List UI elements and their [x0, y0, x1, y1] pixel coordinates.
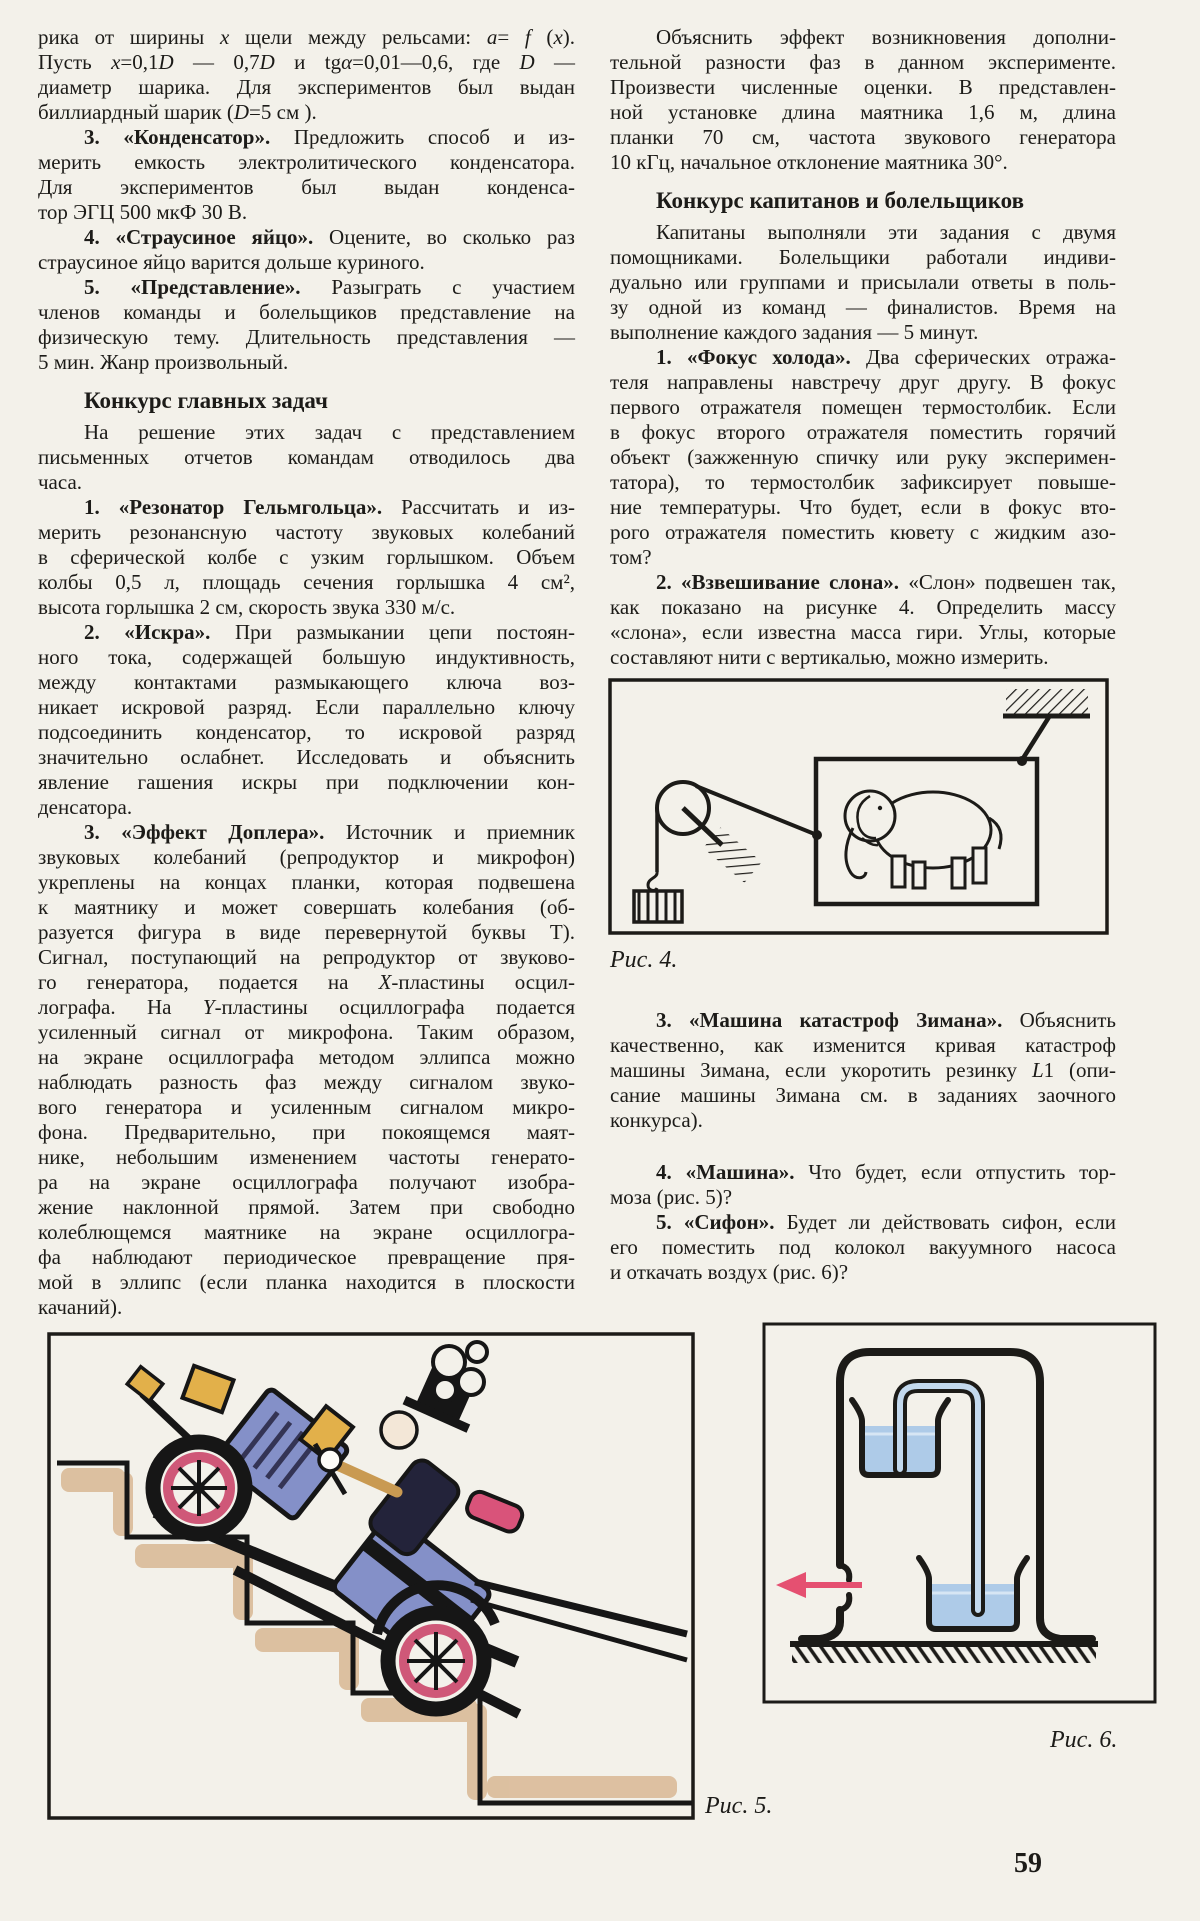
- text-line: помощниками. Болельщики работали индиви-: [610, 245, 1116, 269]
- text-line: 4. «Машина». Что будет, если отпустить тор-: [656, 1160, 1116, 1184]
- smoke-puff: [433, 1342, 487, 1401]
- driver-arm: [335, 1464, 397, 1492]
- text-line: ние температуры. Что будет, если в фокус вто-: [610, 495, 1116, 519]
- section-heading: Конкурс капитанов и болельщиков: [656, 188, 1025, 213]
- text-line: подсоединить конденсатор, то искровой разряд: [38, 720, 575, 744]
- text-line: колеблющемся маятнике на экране осциллогра-: [38, 1220, 575, 1244]
- text-line: на экране осциллографа методом эллипса можно: [38, 1045, 575, 1069]
- figure-5: [47, 1332, 695, 1821]
- text-line: мой в эллипс (если планка находится в плоскости: [38, 1270, 575, 1294]
- opening-curl-top: [840, 1565, 849, 1580]
- text-line: явление гашения искры при подключении кон-: [38, 770, 575, 794]
- text-line: Пусть x=0,1D — 0,7D и tgα=0,01—0,6, где D —: [38, 50, 576, 74]
- text-line: рого отражателя поместить кювету с жидким азо-: [610, 520, 1116, 544]
- text-line: физическую тему. Длительность представления —: [38, 325, 575, 349]
- paragraph: [610, 1210, 1116, 1285]
- text-line: сание машины Зимана см. в заданиях заочного: [610, 1083, 1116, 1107]
- text-line: 10 кГц, начальное отклонение маятника 30°.: [610, 150, 1008, 174]
- rear-wheel: [388, 1613, 484, 1709]
- text-line: 1. «Резонатор Гельмгольца». Рассчитать и из-: [84, 495, 575, 519]
- right-column-upper: [610, 25, 1116, 670]
- paragraph: [610, 25, 1116, 175]
- text-line: качественно, как изменится кривая катастроф: [610, 1033, 1116, 1057]
- paragraph: [38, 225, 575, 275]
- elephant-drawing: [845, 791, 1001, 888]
- paragraph: [38, 620, 575, 820]
- text-line: 5 мин. Жанр произвольный.: [38, 350, 289, 374]
- text-line: разуется фигура в виде перевернутой буквы Т).: [38, 920, 575, 944]
- text-line: 1. «Фокус холода». Два сферических отража-: [656, 345, 1116, 369]
- text-line: как показано на рисунке 4. Определить массу: [610, 595, 1116, 619]
- text-line: фона. Предварительно, при покоящемся маят-: [38, 1120, 575, 1144]
- text-line: конкурса).: [610, 1108, 703, 1132]
- figure6-diagram: [762, 1322, 1157, 1704]
- text-line: зу одной из команд — финалистов. Время на: [610, 295, 1116, 319]
- text-line: На решение этих задач с представлением: [84, 420, 575, 444]
- text-line: дуально или группами и присылали ответы в поль-: [610, 270, 1116, 294]
- text-line: Капитаны выполняли эти задания с двумя: [656, 220, 1116, 244]
- left-column: [38, 25, 575, 1320]
- figure5-cartoon: [47, 1332, 695, 1821]
- text-line: нике, небольшим изменением частоты генерато-: [38, 1145, 575, 1169]
- paragraph: [38, 125, 575, 225]
- text-line: фа наблюдают периодическое превращение пря-: [38, 1245, 575, 1269]
- section-heading: Конкурс главных задач: [84, 388, 328, 413]
- rope-joint: [812, 830, 822, 840]
- text-line: наблюдать разность фаз между сигналом звуко-: [38, 1070, 575, 1094]
- text-line: ра на экране осциллографа получают изобра-: [38, 1170, 575, 1194]
- text-line: рика от ширины x щели между рельсами: a= f (x).: [38, 25, 576, 49]
- paragraph: [38, 495, 575, 620]
- text-line: Сигнал, поступающий на репродуктор от звуково-: [38, 945, 575, 969]
- hook-icon: [648, 872, 657, 890]
- ceiling-mount: [1003, 689, 1090, 716]
- driver-head: [381, 1412, 417, 1448]
- text-line: «слона», если известна масса гири. Углы, которые: [610, 620, 1116, 644]
- text-line: выполнение каждого задания — 5 минут.: [610, 320, 979, 344]
- paragraph: [38, 25, 575, 125]
- crank-handle: [127, 1367, 163, 1402]
- text-line: членов команды и болельщиков представление на: [38, 300, 575, 324]
- text-line: биллиардный шарик (D=5 см ).: [38, 100, 317, 124]
- text-line: татора), то термостолбик зафиксирует повыше-: [610, 470, 1116, 494]
- text-line: письменных отчетов командам отводилось два: [38, 445, 575, 469]
- paragraph: [610, 570, 1116, 670]
- text-line: машины Зимана, если укоротить резинку L1 (опи-: [610, 1058, 1116, 1082]
- text-line: укреплены на концах планки, которая подвешена: [38, 870, 575, 894]
- front-wheel: [153, 1442, 245, 1534]
- text-line: денсатора.: [38, 795, 133, 819]
- text-line: между контактами размыкающего ключа воз-: [38, 670, 575, 694]
- rope-diagonal: [696, 786, 817, 835]
- text-line: в сферической колбе с узким горлышком. Объем: [38, 545, 575, 569]
- text-line: ного тока, содержащей большую индуктивность,: [38, 645, 575, 669]
- text-line: никает искровой разряд. Если параллельно ключу: [38, 695, 575, 719]
- right-column-lower: [610, 1008, 1116, 1285]
- weight: [634, 808, 682, 922]
- paragraph: [38, 820, 575, 1320]
- text-line: страусиное яйцо варится дольше куриного.: [38, 250, 425, 274]
- paragraph: [38, 275, 575, 375]
- paragraph: [38, 420, 575, 495]
- text-line: 3. «Машина катастроф Зимана». Объяснить: [656, 1008, 1116, 1032]
- text-line: высота горлышка 2 см, скорость звука 330 м/с.: [38, 595, 456, 619]
- figure4-caption: Рис. 4.: [610, 947, 678, 973]
- figure-4: [608, 678, 1110, 936]
- ground-hatching: [790, 1644, 1098, 1663]
- text-line: 5. «Сифон». Будет ли действовать сифон, если: [656, 1210, 1116, 1234]
- text-line: лографа. На Y-пластины осциллографа подается: [38, 995, 575, 1019]
- figure6-caption: Рис. 6.: [1050, 1727, 1118, 1753]
- figure5-caption: Рис. 5.: [705, 1793, 773, 1819]
- figure-6: [762, 1322, 1157, 1704]
- text-line: объект (зажженную спичку или руку эксперимен-: [610, 445, 1116, 469]
- paragraph: [610, 220, 1116, 345]
- seat-cushion: [464, 1489, 525, 1535]
- paragraph: [610, 1160, 1116, 1210]
- text-line: колбы 0,5 л, площадь сечения горлышка 4 см²,: [38, 570, 575, 594]
- text-line: к маятнику и может совершать колебания (об-: [38, 895, 575, 919]
- text-line: составляют нити с вертикалью, можно измерить.: [610, 645, 1049, 669]
- text-line: жение наклонной прямой. Затем при свободно: [38, 1195, 575, 1219]
- text-line: том?: [610, 545, 652, 569]
- text-line: мерить емкость электролитического конденсатора.: [38, 150, 575, 174]
- text-line: в фокус второго отражателя поместить горячий: [610, 420, 1116, 444]
- driver-hand: [319, 1449, 341, 1471]
- text-line: диаметр шарика. Для экспериментов был выдан: [38, 75, 575, 99]
- text-line: Объяснить эффект возникновения дополни-: [656, 25, 1116, 49]
- text-line: 4. «Страусиное яйцо». Оцените, во сколько раз: [84, 225, 575, 249]
- text-line: 3. «Конденсатор». Предложить способ и из-: [84, 125, 575, 149]
- text-line: его поместить под колокол вакуумного насоса: [610, 1235, 1116, 1259]
- text-line: значительно ослабнет. Исследовать и объяснить: [38, 745, 575, 769]
- text-line: усиленный сигнал от микрофона. Таким образом,: [38, 1020, 575, 1044]
- text-line: 5. «Представление». Разыграть с участием: [84, 275, 575, 299]
- text-line: Для экспериментов был выдан конденса-: [38, 175, 575, 199]
- text-line: тор ЭГЦ 500 мкФ 30 В.: [38, 200, 248, 224]
- text-line: звуковых колебаний (репродуктор и микрофон): [38, 845, 575, 869]
- text-line: мерить резонансную частоту звуковых колебаний: [38, 520, 575, 544]
- text-line: и откачать воздух (рис. 6)?: [610, 1260, 849, 1284]
- figure4-diagram: [608, 678, 1110, 936]
- page-number: 59: [1014, 1848, 1042, 1879]
- opening-curl-bottom: [840, 1595, 849, 1610]
- text-line: первого отражателя помещен термостолбик. Если: [610, 395, 1116, 419]
- headlamp: [182, 1366, 233, 1412]
- text-line: вого генератора и усиленным сигналом микро-: [38, 1095, 575, 1119]
- suspension-rod: [1022, 717, 1049, 760]
- text-line: 2. «Искра». При размыкании цепи постоян-: [84, 620, 575, 644]
- text-line: ной установке длина маятника 1,6 м, длина: [610, 100, 1116, 124]
- text-line: планки 70 см, частота звукового генератора: [610, 125, 1116, 149]
- pulley: [657, 782, 762, 883]
- text-line: моза (рис. 5)?: [610, 1185, 733, 1209]
- text-line: качаний).: [38, 1295, 123, 1319]
- text-line: 3. «Эффект Доплера». Источник и приемник: [84, 820, 575, 844]
- text-line: тельной разности фаз в данном эксперименте.: [610, 50, 1116, 74]
- text-line: часа.: [38, 470, 83, 494]
- text-line: Произвести численные оценки. В представлен-: [610, 75, 1116, 99]
- paragraph: [610, 345, 1116, 570]
- text-line: теля направлены навстречу друг другу. В фокус: [610, 370, 1116, 394]
- text-line: го генератора, подается на X-пластины осцил-: [38, 970, 575, 994]
- paragraph: [610, 1008, 1116, 1133]
- text-line: 2. «Взвешивание слона». «Слон» подвешен так,: [656, 570, 1116, 594]
